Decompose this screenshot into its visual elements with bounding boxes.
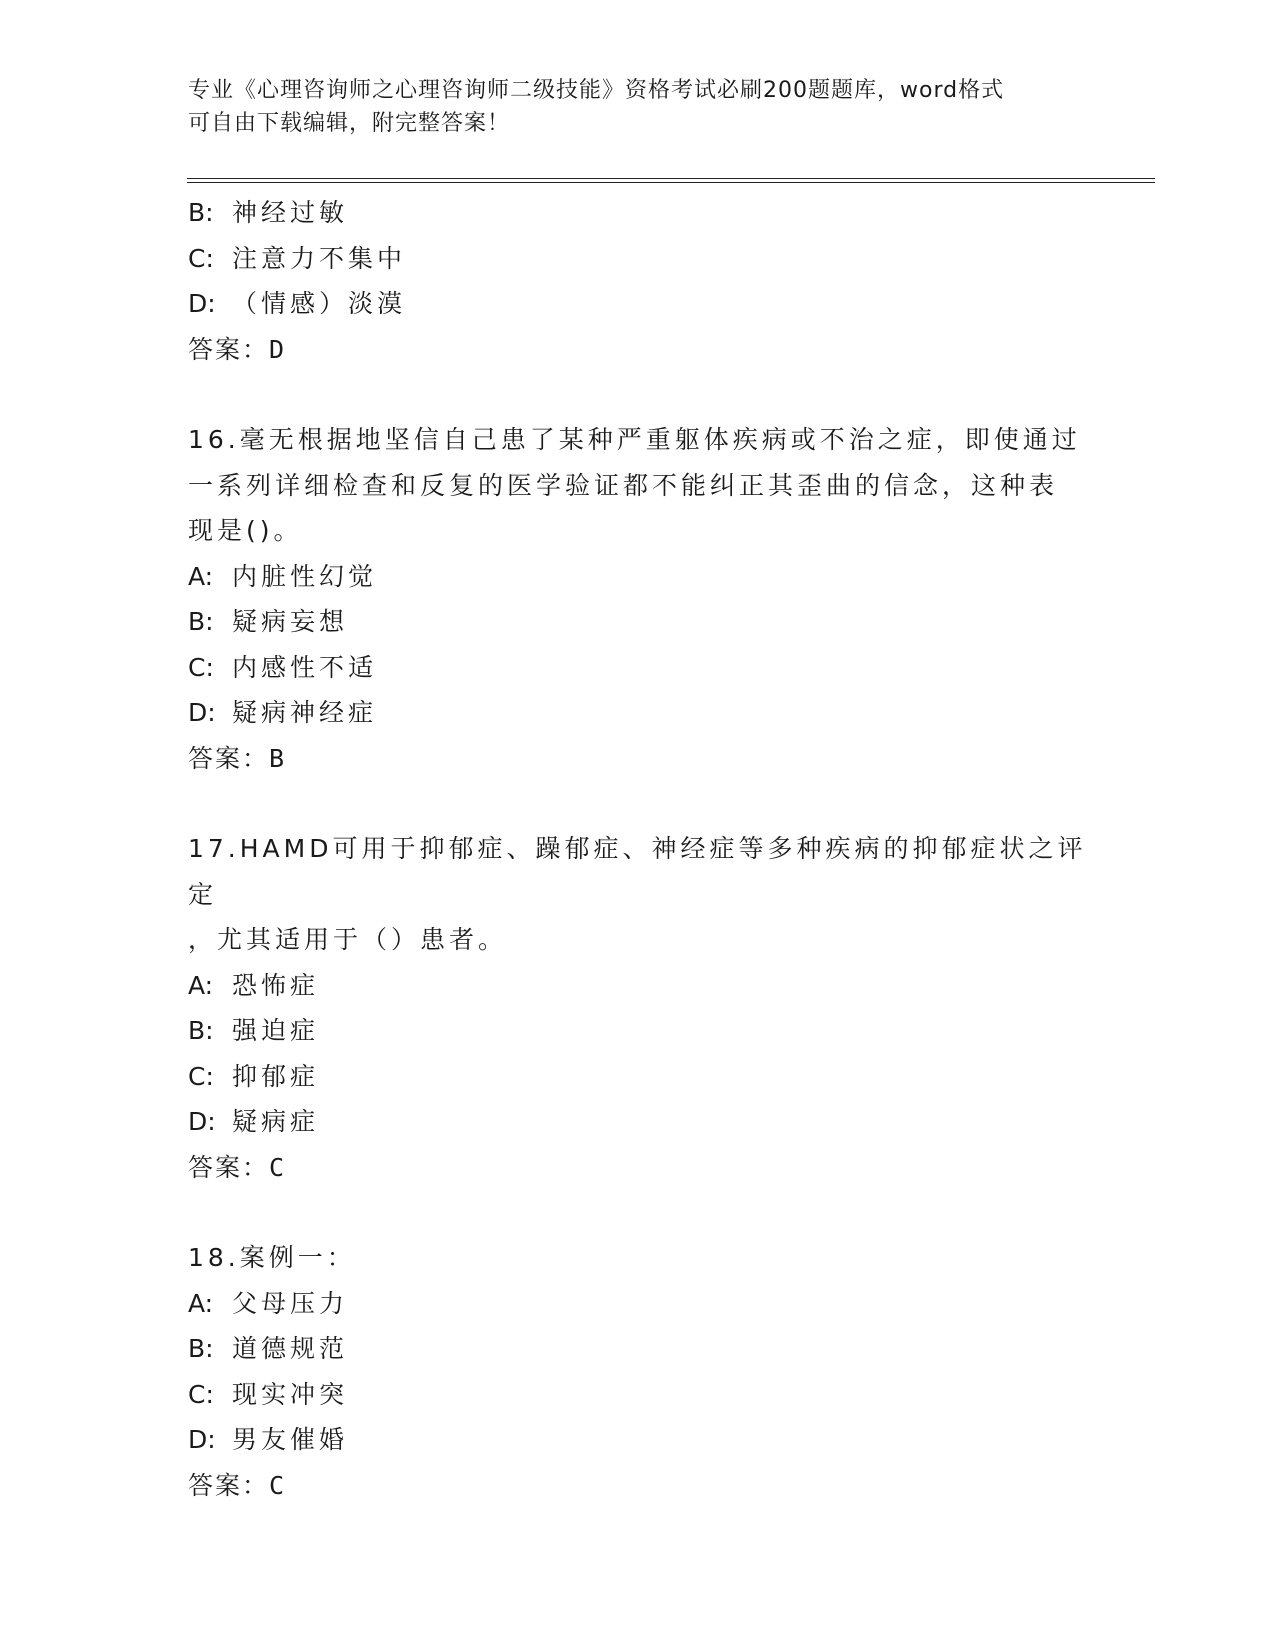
option-d xyxy=(188,690,1088,736)
option-a xyxy=(188,554,1088,600)
header-line-1: 专业《心理咨询师之心理咨询师二级技能》资格考试必刷200题题库，word格式 xyxy=(188,78,1005,103)
option-key: A: xyxy=(188,1288,214,1318)
document-header xyxy=(188,74,1088,140)
question-17 xyxy=(188,826,1088,1190)
question-16 xyxy=(188,417,1088,781)
answer-value: D xyxy=(269,334,287,364)
option-text: 内脏性幻觉 xyxy=(232,561,378,591)
option-key: C: xyxy=(188,1061,214,1091)
option-d xyxy=(188,281,1088,327)
answer-value: C xyxy=(269,1152,287,1182)
spacer xyxy=(188,1190,1088,1235)
option-key: D: xyxy=(188,698,216,727)
option-text: 疑病症 xyxy=(232,1107,320,1136)
question-continued xyxy=(188,190,1088,372)
option-b xyxy=(188,1008,1088,1054)
option-a xyxy=(188,1281,1088,1327)
answer-line xyxy=(188,736,1088,782)
stem-line: 17.HAMD可用于抑郁症、躁郁症、神经症等多种疾病的抑郁症状之评定 xyxy=(188,834,1087,909)
option-b xyxy=(188,1326,1088,1372)
header-divider xyxy=(187,178,1155,183)
spacer xyxy=(188,372,1088,417)
option-d xyxy=(188,1417,1088,1463)
option-text: 男友催婚 xyxy=(232,1425,349,1454)
option-key: C: xyxy=(188,243,214,273)
option-key: D: xyxy=(188,1425,216,1454)
option-text: 疑病神经症 xyxy=(232,698,378,727)
answer-line xyxy=(188,327,1088,373)
option-key: B: xyxy=(188,1016,214,1045)
option-key: B: xyxy=(188,198,214,227)
option-key: D: xyxy=(188,1107,216,1136)
option-key: A: xyxy=(188,561,214,591)
option-c xyxy=(188,1054,1088,1100)
stem-line: 16.毫无根据地坚信自己患了某种严重躯体疾病或不治之症，即使通过 xyxy=(188,425,1081,454)
option-key: A: xyxy=(188,970,214,1000)
option-text: （情感）淡漠 xyxy=(232,289,407,318)
question-list xyxy=(188,190,1088,1508)
option-key: B: xyxy=(188,607,214,636)
header-line-2: 可自由下载编辑，附完整答案！ xyxy=(188,111,511,136)
question-18 xyxy=(188,1235,1088,1508)
option-text: 父母压力 xyxy=(232,1288,349,1318)
question-stem xyxy=(188,1235,1088,1281)
stem-line: 现是()。 xyxy=(188,516,303,545)
option-key: D: xyxy=(188,289,216,318)
question-stem xyxy=(188,417,1088,554)
option-b xyxy=(188,190,1088,236)
option-text: 现实冲突 xyxy=(232,1379,349,1409)
stem-line: 一系列详细检查和反复的医学验证都不能纠正其歪曲的信念，这种表 xyxy=(188,470,1059,500)
option-text: 道德规范 xyxy=(232,1334,349,1363)
option-c xyxy=(188,1372,1088,1418)
stem-line: ，尤其适用于（）患者。 xyxy=(188,925,508,954)
answer-line xyxy=(188,1145,1088,1191)
option-text: 强迫症 xyxy=(232,1016,320,1045)
option-key: C: xyxy=(188,1379,214,1409)
option-text: 注意力不集中 xyxy=(232,243,407,273)
option-a xyxy=(188,963,1088,1009)
answer-label: 答案： xyxy=(188,743,270,773)
option-text: 恐怖症 xyxy=(232,970,320,1000)
answer-value: C xyxy=(269,1470,287,1500)
answer-label: 答案： xyxy=(188,1152,270,1182)
option-text: 内感性不适 xyxy=(232,652,378,682)
option-text: 疑病妄想 xyxy=(232,607,349,636)
option-c xyxy=(188,236,1088,282)
option-d xyxy=(188,1099,1088,1145)
answer-value: B xyxy=(269,743,287,773)
spacer xyxy=(188,781,1088,826)
stem-line: 18.案例一： xyxy=(188,1243,356,1272)
option-text: 神经过敏 xyxy=(232,198,349,227)
answer-label: 答案： xyxy=(188,1470,270,1500)
option-text: 抑郁症 xyxy=(232,1061,320,1091)
option-c xyxy=(188,645,1088,691)
option-key: B: xyxy=(188,1334,214,1363)
option-b xyxy=(188,599,1088,645)
option-key: C: xyxy=(188,652,214,682)
answer-label: 答案： xyxy=(188,334,270,364)
answer-line xyxy=(188,1463,1088,1509)
question-stem xyxy=(188,826,1088,963)
